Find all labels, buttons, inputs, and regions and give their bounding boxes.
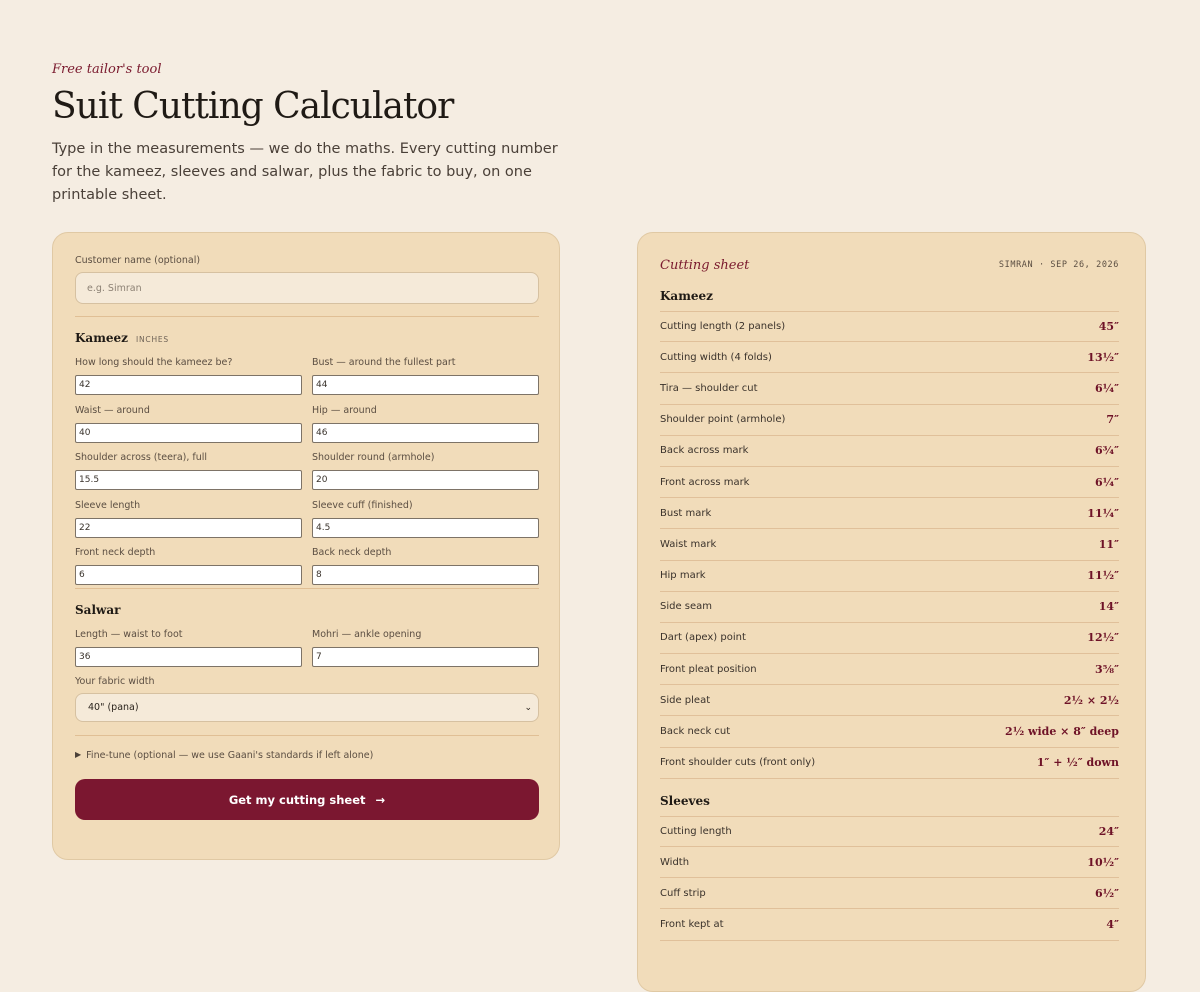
salwar-length-input[interactable] (75, 647, 302, 667)
row-value: 11½″ (1087, 569, 1119, 583)
finetune-label: Fine-tune (optional — we use Gaani's standards if left alone) (86, 750, 374, 761)
row-label: Waist mark (660, 538, 717, 550)
kameez-length-input[interactable] (75, 375, 302, 395)
hip-input[interactable] (312, 423, 539, 443)
field-label: Mohri — ankle opening (312, 628, 422, 640)
row-label: Dart (apex) point (660, 632, 746, 644)
field-label: Shoulder across (teera), full (75, 452, 208, 463)
mohri-field (312, 629, 539, 677)
row-value: 6½″ (1094, 886, 1119, 900)
cta-label: Get my cutting sheet (228, 792, 366, 807)
sheet-row (660, 623, 1119, 654)
field-label: Front neck depth (75, 547, 156, 558)
shoulder-across-field (75, 452, 302, 500)
row-value: 24″ (1098, 824, 1119, 838)
row-label: Front kept at (660, 918, 724, 930)
disclosure-triangle-icon: ▶ (75, 750, 82, 759)
row-value: 6¼″ (1094, 475, 1119, 489)
field-label: Hip — around (312, 404, 377, 416)
row-label: Width (660, 856, 690, 868)
field-label: Shoulder round (armhole) (312, 452, 435, 463)
row-label: Tira — shoulder cut (660, 382, 758, 394)
sheet-row (660, 748, 1119, 779)
row-value: 7″ (1106, 413, 1119, 427)
row-label: Cuff strip (660, 887, 706, 899)
sleeve-cuff-input[interactable] (312, 518, 539, 538)
sheet-meta: SIMRAN · SEP 26, 2026 (998, 260, 1119, 270)
row-value: 45″ (1098, 320, 1119, 334)
kameez-section-title: Kameez (75, 331, 128, 345)
field-label: Sleeve length (75, 499, 141, 511)
back-neck-field (312, 547, 539, 595)
get-cutting-sheet-button[interactable] (75, 779, 539, 820)
bust-input[interactable] (312, 375, 539, 395)
sheet-row (660, 342, 1119, 373)
kameez-section-header (75, 331, 537, 345)
field-label: Back neck depth (312, 547, 392, 558)
sleeves-rows (660, 816, 1119, 941)
row-value: 11″ (1098, 537, 1119, 551)
kameez-rows (660, 311, 1119, 779)
waist-input[interactable] (75, 423, 302, 443)
sheet-row (660, 436, 1119, 467)
sheet-row (660, 529, 1119, 560)
waist-field (75, 405, 302, 453)
row-label: Front shoulder cuts (front only) (660, 757, 816, 769)
row-value: 2½ × 2½ (1063, 693, 1119, 707)
row-label: Back across mark (660, 445, 749, 457)
row-label: Front across mark (660, 476, 750, 488)
sheet-row (660, 847, 1119, 878)
field-label: Bust — around the fullest part (312, 357, 456, 368)
shoulder-round-field (312, 452, 539, 500)
row-label: Side pleat (660, 694, 711, 706)
row-label: Side seam (660, 601, 713, 613)
row-value: 1″ + ½″ down (1036, 756, 1119, 770)
page-subtitle: Type in the measurements — we do the maths. Every cutting number for the kameez, sleeves and salwar, plus the fabric to buy, on one printable sheet. (52, 141, 558, 203)
row-label: Cutting length (2 panels) (660, 321, 786, 333)
sheet-title: Cutting sheet (660, 257, 750, 273)
row-value: 3⅝″ (1095, 662, 1119, 676)
customer-name-label: Customer name (optional) (75, 255, 201, 266)
unit-label: INCHES (136, 335, 169, 344)
sheet-row (660, 561, 1119, 592)
measurement-form (52, 232, 560, 860)
row-value: 11¼″ (1087, 506, 1119, 520)
field-label: Sleeve cuff (finished) (312, 499, 413, 511)
sleeve-length-field (75, 500, 302, 548)
sheet-header (660, 233, 1119, 297)
sheet-row (660, 909, 1119, 940)
field-label: Waist — around (75, 404, 150, 416)
hip-field (312, 405, 539, 453)
fabric-width-select[interactable] (75, 693, 539, 722)
row-label: Cutting width (4 folds) (660, 351, 772, 363)
row-label: Front pleat position (660, 663, 757, 675)
row-label: Shoulder point (armhole) (660, 414, 786, 426)
kameez-length-field (75, 357, 302, 405)
field-label: Length — waist to foot (75, 628, 183, 640)
fabric-width-value: 40" (pana) (88, 702, 139, 713)
field-label: How long should the kameez be? (75, 357, 233, 368)
page-title: Suit Cutting Calculator (52, 86, 454, 127)
divider (75, 735, 539, 736)
sheet-row (660, 467, 1119, 498)
sheet-kameez-title: Kameez (660, 289, 713, 303)
arrow-right-icon: → (375, 792, 386, 807)
front-neck-input[interactable] (75, 565, 302, 585)
sheet-row (660, 716, 1119, 747)
salwar-length-field (75, 629, 302, 677)
shoulder-round-input[interactable] (312, 470, 539, 490)
chevron-down-icon: ⌄ (524, 702, 532, 713)
fabric-width-label: Your fabric width (75, 676, 155, 687)
sheet-row (660, 878, 1119, 909)
sheet-row (660, 311, 1119, 342)
hero-eyebrow: Free tailor's tool (52, 62, 162, 77)
bust-field (312, 357, 539, 405)
row-label: Back neck cut (660, 726, 731, 738)
sheet-row (660, 498, 1119, 529)
sheet-row (660, 816, 1119, 847)
back-neck-input[interactable] (312, 565, 539, 585)
row-label: Bust mark (660, 507, 712, 519)
row-value: 2½ wide × 8″ deep (1005, 725, 1119, 739)
salwar-section-title: Salwar (75, 602, 121, 617)
row-value: 14″ (1098, 600, 1119, 614)
cutting-sheet (637, 232, 1146, 992)
sheet-row (660, 373, 1119, 404)
divider (75, 316, 539, 317)
sleeve-length-input[interactable] (75, 518, 302, 538)
row-value: 13½″ (1087, 350, 1119, 364)
row-label: Hip mark (660, 570, 706, 582)
mohri-input[interactable] (312, 647, 539, 667)
row-value: 12½″ (1087, 631, 1119, 645)
row-value: 4″ (1106, 917, 1119, 931)
row-value: 6¼″ (1094, 381, 1119, 395)
shoulder-across-input[interactable] (75, 470, 302, 490)
sheet-row (660, 405, 1119, 436)
sleeve-cuff-field (312, 500, 539, 548)
row-label: Cutting length (660, 825, 732, 837)
customer-name-input[interactable] (75, 272, 539, 304)
sheet-sleeves-title: Sleeves (660, 793, 710, 808)
sheet-row (660, 654, 1119, 685)
row-value: 10½″ (1087, 855, 1119, 869)
sheet-row (660, 685, 1119, 716)
salwar-section-header (75, 603, 537, 617)
sheet-row (660, 592, 1119, 623)
salwar-fields (75, 629, 537, 677)
kameez-fields (75, 357, 537, 595)
front-neck-field (75, 547, 302, 595)
finetune-toggle[interactable] (75, 750, 537, 761)
row-value: 6¾″ (1094, 444, 1119, 458)
